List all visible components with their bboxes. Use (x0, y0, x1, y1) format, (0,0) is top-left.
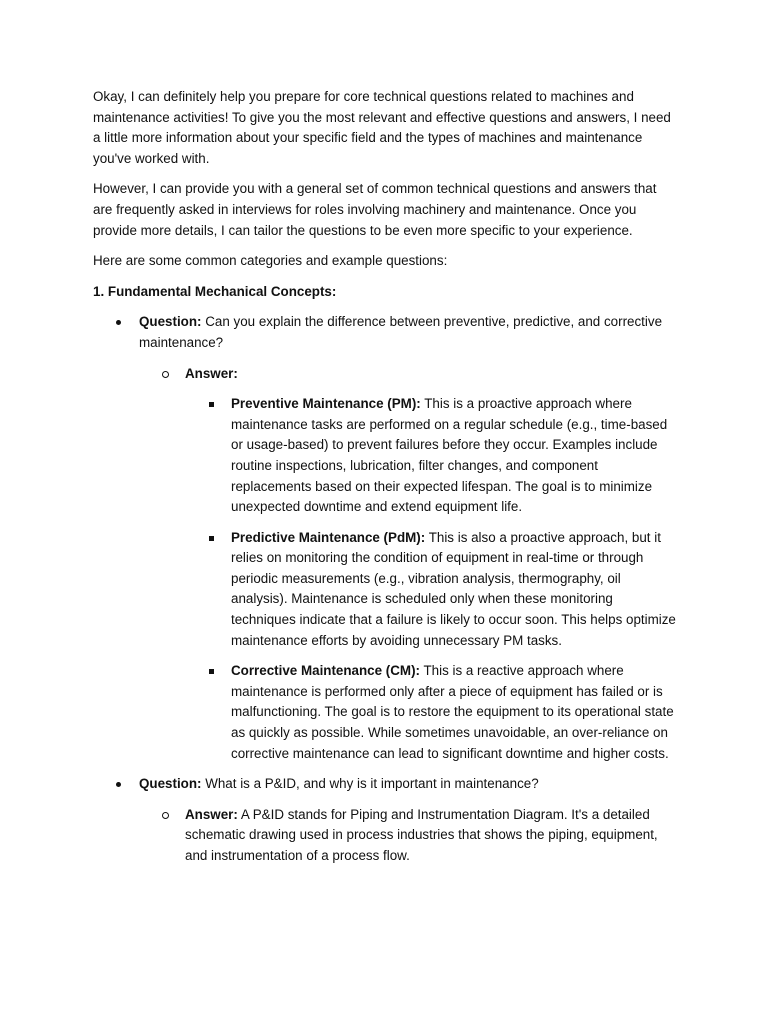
answer-list (139, 805, 678, 867)
answer-item (139, 364, 678, 765)
question-item-pid (93, 774, 678, 866)
intro-paragraph-3: Here are some common categories and example questions: (93, 253, 448, 269)
section-heading: 1. Fundamental Mechanical Concepts: (93, 283, 337, 299)
maintenance-type-list (185, 394, 678, 764)
question-list (93, 312, 678, 866)
answer-text: A P&ID stands for Piping and Instrumentation Diagram. It's a detailed schematic drawing used in process industries that shows the piping, equipment, and instrumentation of a process flow. (185, 806, 658, 863)
term-predictive: Predictive Maintenance (PdM): (231, 529, 426, 545)
list-item-corrective (185, 661, 678, 764)
term-preventive: Preventive Maintenance (PM): (231, 396, 421, 412)
question-label: Question: (139, 314, 202, 330)
answer-list (139, 364, 678, 765)
term-corrective: Corrective Maintenance (CM): (231, 663, 420, 679)
answer-text-block (185, 805, 678, 867)
list-item-preventive (185, 394, 678, 518)
question-text-block (139, 312, 678, 353)
question-label: Question: (139, 776, 202, 792)
answer-label: Answer: (185, 806, 238, 822)
answer-label: Answer: (185, 365, 238, 381)
question-text: Can you explain the difference between preventive, predictive, and corrective maintenance? (139, 314, 663, 350)
question-text-block (139, 774, 678, 795)
list-item-predictive (185, 528, 678, 652)
intro-paragraph-1: Okay, I can definitely help you prepare for core technical questions related to machines and maintenance activities! To give you the most relevant and effective questions and answers, I need a little more information about your specific field and the types of machines and maintenance you've worked with. (93, 89, 671, 166)
question-text: What is a P&ID, and why is it important in maintenance? (201, 776, 539, 792)
answer-item (139, 805, 678, 867)
intro-paragraph-2: However, I can provide you with a general set of common technical questions and answers that are frequently asked in interviews for roles involving machinery and maintenance. Once you provide more details, I can tailor the questions to be even more specific to your experience. (93, 181, 657, 238)
definition-preventive: This is a proactive approach where maintenance tasks are performed on a regular schedule (e.g., time-based or usage-based) to prevent failures before they occur. Examples include routine inspections, lubrication, filter changes, and component replacements based on their expected lifespan. The goal is to minimize unexpected downtime and extend equipment life. (231, 396, 668, 515)
question-item-maintenance-types (93, 312, 678, 764)
definition-predictive: This is also a proactive approach, but it relies on monitoring the condition of equipment in real-time or through periodic measurements (e.g., vibration analysis, thermography, oil analysis). Maintenance is scheduled only when these monitoring techniques indicate that a failure is likely to occur soon. This helps optimize maintenance efforts by avoiding unnecessary PM tasks. (231, 529, 676, 648)
definition-corrective: This is a reactive approach where maintenance is performed only after a piece of equipment has failed or is malfunctioning. The goal is to restore the equipment to its operational state as quickly as possible. While sometimes unavoidable, an over-reliance on corrective maintenance can lead to significant downtime and higher costs. (231, 663, 674, 761)
